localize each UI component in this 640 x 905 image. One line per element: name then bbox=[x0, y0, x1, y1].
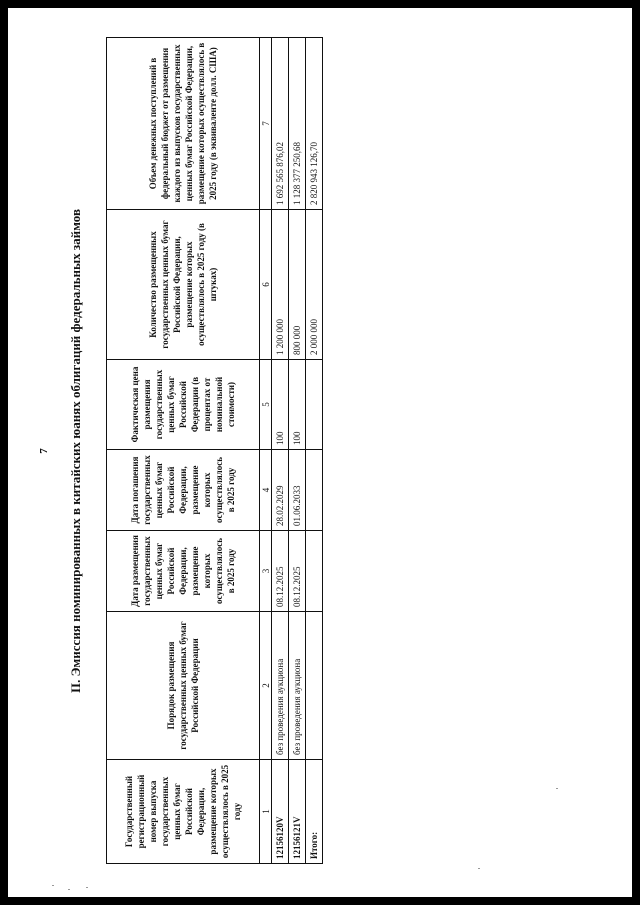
cell-placement-price: 100 bbox=[289, 360, 306, 450]
header-registration-number: Государственный регистрационный номер выпуска государственных ценных бумаг Российской Федерации, размещение которых осуществлялось в 2025 году bbox=[107, 760, 260, 864]
header-placement-price: Фактическая цена размещения государственных ценных бумаг Российской Федерации (в процентах от номинальной стоимости) bbox=[107, 360, 260, 450]
header-proceeds: Объем денежных поступлений в федеральный бюджет от размещения каждого из выпусков государственных ценных бумаг Российской Федерации, размещение которых осуществлялось в 2025 году (в эквиваленте долл. США) bbox=[107, 38, 260, 210]
total-empty-cell bbox=[306, 612, 323, 760]
total-empty-cell bbox=[306, 360, 323, 450]
header-quantity: Количество размещенных государственных ценных бумаг Российской Федерации, размещение которых осуществлялось в 2025 году (в штуках) bbox=[107, 210, 260, 360]
scan-speck bbox=[52, 885, 54, 886]
header-placement-method: Порядок размещения государственных ценных бумаг Российской Федерации bbox=[107, 612, 260, 760]
cell-registration-number: 12156120V bbox=[272, 760, 289, 864]
cell-maturity-date: 28.02.2029 bbox=[272, 450, 289, 531]
cell-placement-date: 08.12.2025 bbox=[272, 531, 289, 612]
document-page bbox=[8, 8, 632, 897]
header-maturity-date: Дата погашения государственных ценных бумаг Российской Федерации, размещение которых осуществлялось в 2025 году bbox=[107, 450, 260, 531]
cell-registration-number: 12156121V bbox=[289, 760, 306, 864]
table-row bbox=[289, 38, 306, 864]
rotated-content bbox=[34, 38, 606, 864]
total-quantity: 2 000 000 bbox=[306, 210, 323, 360]
total-row bbox=[306, 38, 323, 864]
scan-speck bbox=[556, 788, 558, 789]
total-proceeds: 2 820 943 126,70 bbox=[306, 38, 323, 210]
cell-placement-method: без проведения аукциона bbox=[272, 612, 289, 760]
cell-quantity: 800 000 bbox=[289, 210, 306, 360]
column-number: 2 bbox=[260, 612, 272, 760]
column-number: 3 bbox=[260, 531, 272, 612]
scan-speck bbox=[478, 868, 480, 869]
total-empty-cell bbox=[306, 450, 323, 531]
cell-placement-price: 100 bbox=[272, 360, 289, 450]
cell-proceeds: 1 128 377 250,68 bbox=[289, 38, 306, 210]
cell-proceeds: 1 692 565 876,02 bbox=[272, 38, 289, 210]
cell-placement-method: без проведения аукциона bbox=[289, 612, 306, 760]
header-placement-date: Дата размещения государственных ценных бумаг Российской Федерации, размещение которых осуществлялось в 2025 году bbox=[107, 531, 260, 612]
total-label: Итого: bbox=[306, 760, 323, 864]
cell-placement-date: 08.12.2025 bbox=[289, 531, 306, 612]
section-heading: II. Эмиссия номинированных в китайских юанях облигаций федеральных займов bbox=[68, 209, 83, 693]
column-number: 7 bbox=[260, 38, 272, 210]
column-number: 4 bbox=[260, 450, 272, 531]
scan-speck bbox=[68, 889, 70, 890]
column-number: 6 bbox=[260, 210, 272, 360]
column-number: 1 bbox=[260, 760, 272, 864]
page-number: 7 bbox=[38, 448, 50, 454]
cell-maturity-date: 01.06.2033 bbox=[289, 450, 306, 531]
table-header-row bbox=[107, 38, 260, 864]
scan-speck bbox=[86, 887, 88, 888]
cell-quantity: 1 200 000 bbox=[272, 210, 289, 360]
total-empty-cell bbox=[306, 531, 323, 612]
bond-issues-table bbox=[106, 37, 323, 864]
column-number-row bbox=[260, 38, 272, 864]
table-row bbox=[272, 38, 289, 864]
column-number: 5 bbox=[260, 360, 272, 450]
